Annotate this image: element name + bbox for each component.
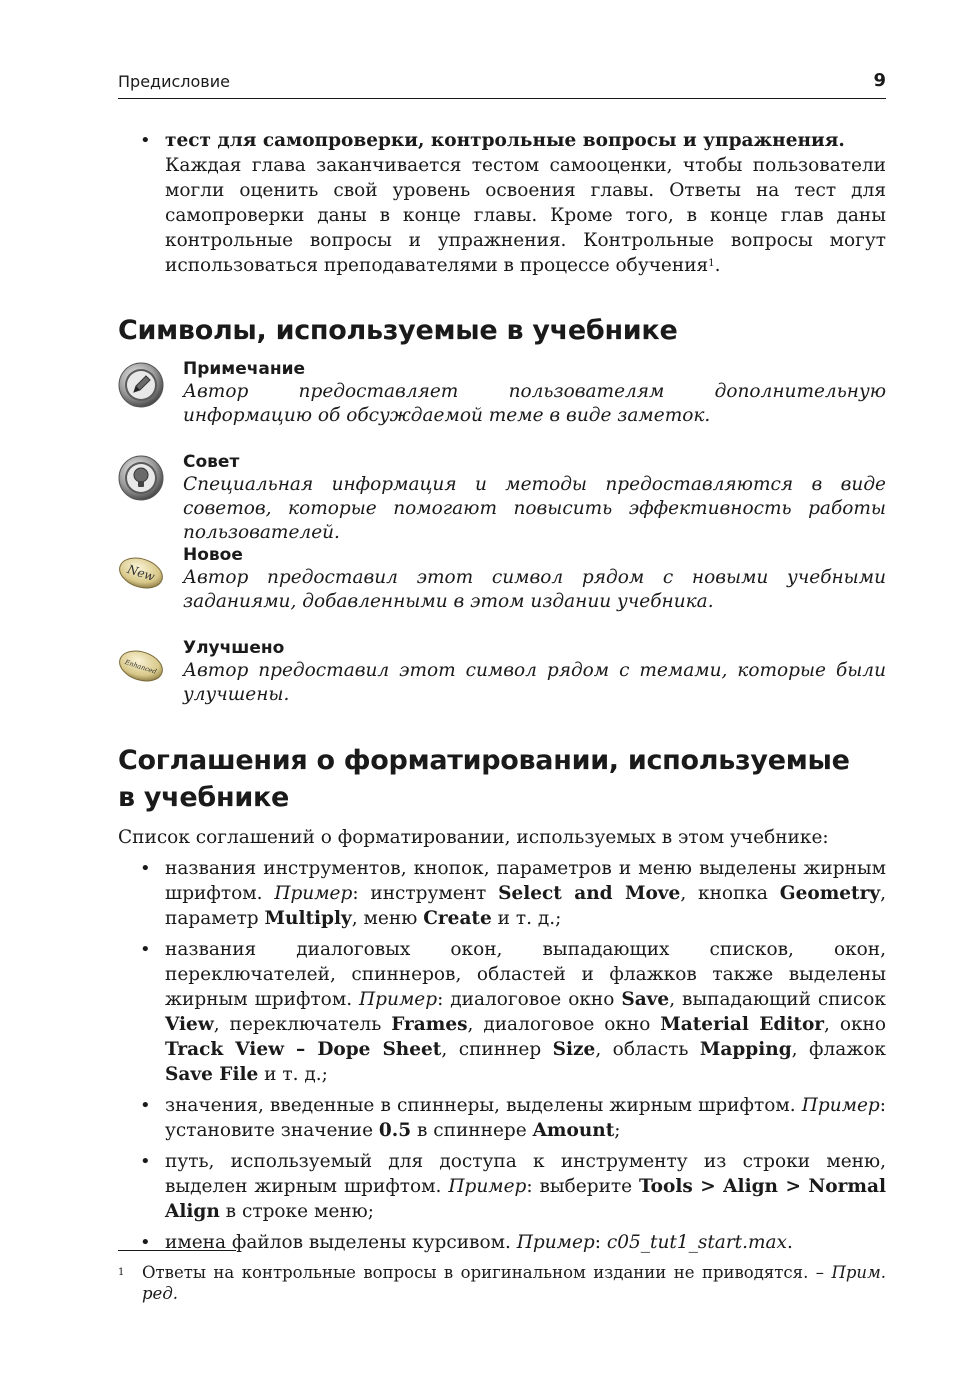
- new-badge-icon: [116, 548, 166, 594]
- footnote-editor-note: Прим. ред.: [142, 1263, 886, 1303]
- b2-text-1: названия диалоговых окон, выпадающих списков, окон, переключателей, спиннеров, областей и флажков также выделены жирным шрифтом.: [165, 939, 886, 1010]
- b1-key-1: Select and Move: [498, 883, 681, 904]
- b5-filename: c05_tut1_start.max: [606, 1232, 787, 1253]
- formatting-bullet-2: [118, 937, 886, 1087]
- b3-text-2: : установите значение: [165, 1095, 886, 1141]
- b1-key-4: Create: [423, 908, 492, 929]
- footnote-rule: [118, 1250, 236, 1251]
- b4-text-2: : выберите: [526, 1176, 639, 1197]
- b2-text-2: : диалоговое окно: [437, 989, 622, 1010]
- b2-text-7: , спиннер: [441, 1039, 553, 1060]
- formatting-intro: Список соглашений о форматировании, используемых в этом учебнике:: [118, 827, 829, 848]
- symbol-new-label: Новое: [183, 545, 243, 565]
- b2-key-6: Size: [552, 1039, 596, 1060]
- page-number: 9: [873, 70, 886, 91]
- symbol-tip-label: Совет: [183, 452, 240, 472]
- intro-bullet-block: [118, 128, 886, 278]
- intro-bullet-end: .: [714, 255, 721, 276]
- symbol-note: [118, 358, 886, 428]
- b2-key-4: Material Editor: [660, 1014, 825, 1035]
- formatting-heading: [118, 742, 850, 816]
- b2-text-10: и т. д.;: [258, 1064, 328, 1085]
- b2-key-2: View: [165, 1014, 214, 1035]
- b1-text-4: , параметр: [165, 883, 886, 929]
- intro-bullet-item: [118, 128, 886, 278]
- b2-key-5: Track View – Dope Sheet: [165, 1039, 442, 1060]
- footnote-text: Ответы на контрольные вопросы в оригинальном издании не приводятся. –: [142, 1263, 832, 1282]
- b1-text-1: названия инструментов, кнопок, параметров и меню выделены жирным шрифтом.: [165, 858, 886, 904]
- b2-key-1: Save: [621, 989, 670, 1010]
- formatting-bullet-1: [118, 856, 886, 931]
- symbol-enhanced-text: Автор предоставил этот символ рядом с темами, которые были улучшены.: [183, 660, 886, 705]
- b4-text-1: путь, используемый для доступа к инструменту из строки меню, выделен жирным шрифтом.: [165, 1151, 886, 1197]
- b2-text-6: , окно: [824, 1014, 886, 1035]
- b3-example: Пример: [801, 1095, 880, 1116]
- pencil-note-icon: [118, 362, 164, 408]
- b1-key-3: Multiply: [264, 908, 352, 929]
- symbol-tip-text: Специальная информация и методы предоставляются в виде советов, которые помогают повысить эффективность работы пользователей.: [183, 474, 886, 543]
- symbol-note-text: Автор предоставляет пользователям дополнительную информацию об обсуждаемой теме в виде заметок.: [183, 381, 886, 426]
- formatting-bullet-4: [118, 1149, 886, 1224]
- b3-text-4: ;: [614, 1120, 621, 1141]
- intro-bullet-text: Каждая глава заканчивается тестом самооценки, чтобы пользователи могли оценить свой уровень освоения главы. Ответы на тест для самопроверки даны в конце главы. Кроме того, в конце глав даны контрольные вопросы и упражнения. Контрольные вопросы могут использоваться преподавателями в процессе обучения: [165, 155, 886, 276]
- b2-example: Пример: [359, 989, 438, 1010]
- b3-key-1: 0.5: [378, 1120, 412, 1141]
- b5-text-3: .: [786, 1232, 793, 1253]
- b2-key-7: Mapping: [699, 1039, 792, 1060]
- b3-text-1: значения, введенные в спиннеры, выделены жирным шрифтом.: [165, 1095, 802, 1116]
- b2-key-3: Frames: [391, 1014, 468, 1035]
- running-header: [118, 70, 886, 99]
- footnote-mark: 1: [118, 1267, 125, 1278]
- symbol-new: [118, 544, 886, 614]
- b1-key-2: Geometry: [779, 883, 881, 904]
- symbol-note-label: Примечание: [183, 359, 306, 379]
- new-badge-text: New: [125, 562, 157, 584]
- b2-text-8: , область: [595, 1039, 700, 1060]
- b1-example: Пример: [274, 883, 353, 904]
- intro-bullet-bold: тест для самопроверки, контрольные вопросы и упражнения.: [165, 130, 845, 151]
- b4-key-1: Tools > Align > Normal Align: [165, 1176, 886, 1222]
- b2-text-4: , переключатель: [213, 1014, 392, 1035]
- b2-text-3: , выпадающий список: [669, 989, 886, 1010]
- b4-example: Пример: [448, 1176, 527, 1197]
- formatting-heading-line1: Соглашения о форматировании, используемые: [118, 745, 850, 776]
- running-header-title: Предисловие: [118, 72, 230, 91]
- formatting-list-block: [118, 825, 886, 1255]
- b5-text-2: :: [594, 1232, 607, 1253]
- footnote-reference[interactable]: 1: [708, 258, 715, 269]
- symbol-new-text: Автор предоставил этот символ рядом с новыми учебными заданиями, добавленными в этом издании учебника.: [183, 567, 886, 612]
- b1-text-3: , кнопка: [680, 883, 780, 904]
- enhanced-badge-icon: [116, 641, 166, 687]
- b2-text-5: , диалоговое окно: [467, 1014, 661, 1035]
- b1-text-5: , меню: [351, 908, 424, 929]
- formatting-heading-line2: в учебнике: [118, 782, 289, 813]
- b1-text-2: : инструмент: [352, 883, 499, 904]
- formatting-bullet-3: [118, 1093, 886, 1143]
- b4-text-3: в строке меню;: [219, 1201, 374, 1222]
- symbol-enhanced: [118, 637, 886, 707]
- symbol-enhanced-label: Улучшено: [183, 638, 285, 658]
- b2-key-8: Save File: [165, 1064, 259, 1085]
- b3-key-2: Amount: [532, 1120, 615, 1141]
- b3-text-3: в спиннере: [411, 1120, 533, 1141]
- footnote: [118, 1262, 886, 1304]
- enhanced-badge-text: Enhanced: [123, 658, 158, 676]
- formatting-bullet-5: [118, 1230, 886, 1255]
- b1-text-6: и т. д.;: [491, 908, 562, 929]
- b2-text-9: , флажок: [791, 1039, 886, 1060]
- b5-text-1: имена файлов выделены курсивом.: [165, 1232, 517, 1253]
- b5-example: Пример: [516, 1232, 595, 1253]
- symbol-tip: [118, 451, 886, 543]
- lightbulb-tip-icon: [118, 455, 164, 501]
- symbols-heading: Символы, используемые в учебнике: [118, 315, 678, 346]
